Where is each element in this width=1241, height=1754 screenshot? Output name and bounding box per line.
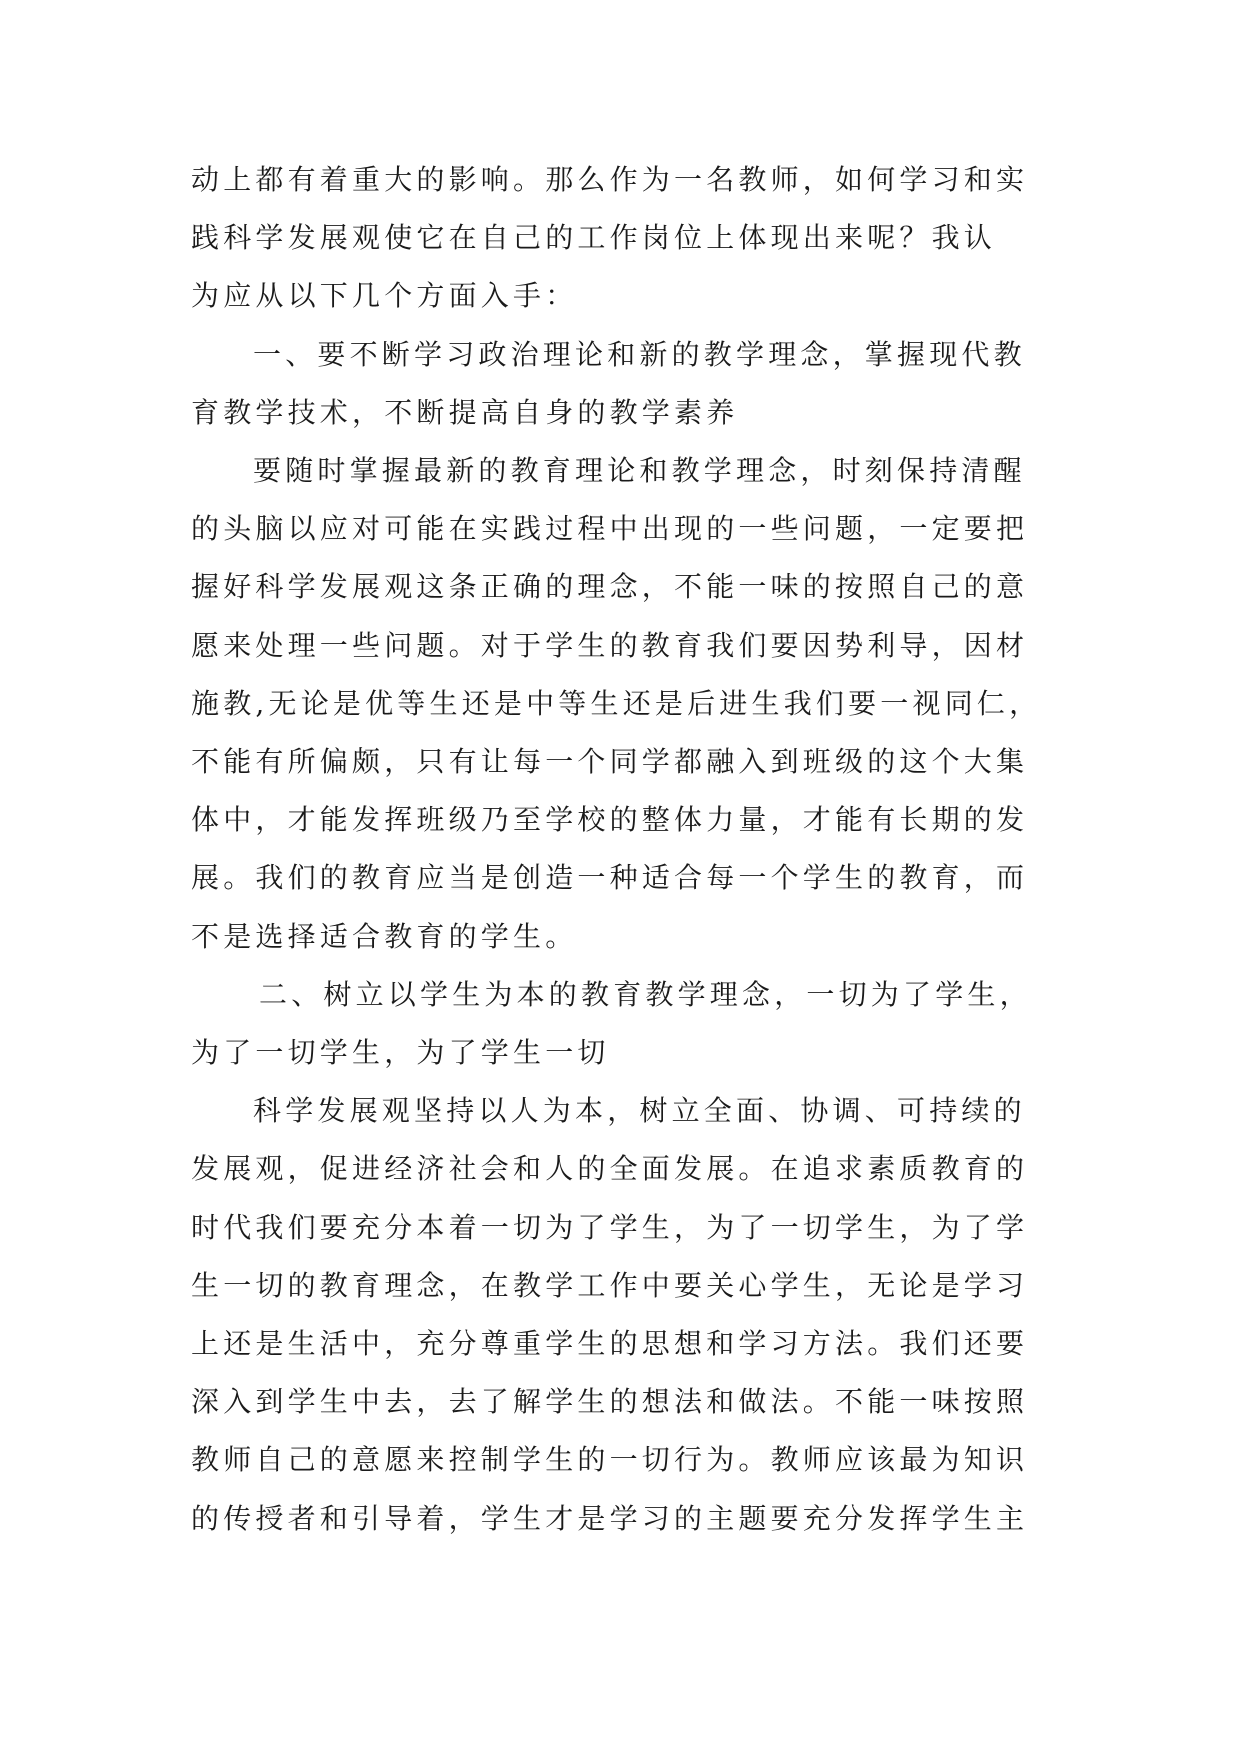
text-line: 教师自己的意愿来控制学生的一切行为。教师应该最为知识 (191, 1443, 1029, 1477)
text-line: 展。我们的教育应当是创造一种适合每一个学生的教育，而 (191, 861, 1029, 895)
text-line: 愿来处理一些问题。对于学生的教育我们要因势利导，因材 (191, 628, 1029, 662)
text-line: 体中，才能发挥班级乃至学校的整体力量，才能有长期的发 (191, 803, 1029, 837)
document-body (191, 151, 1055, 1548)
text-line: 握好科学发展观这条正确的理念，不能一味的按照自己的意 (191, 570, 1029, 604)
text-line: 科学发展观坚持以人为本，树立全面、协调、可持续的 (253, 1094, 1026, 1128)
text-line: 育教学技术，不断提高自身的教学素养 (191, 395, 739, 429)
text-line: 为了一切学生，为了学生一切 (191, 1036, 610, 1070)
text-line: 为应从以下几个方面入手： (191, 279, 578, 313)
text-line: 的传授者和引导着，学生才是学习的主题要充分发挥学生主 (191, 1501, 1029, 1535)
text-line: 一、要不断学习政治理论和新的教学理念，掌握现代教 (253, 337, 1026, 371)
text-line: 要随时掌握最新的教育理论和教学理念，时刻保持清醒 (253, 454, 1026, 488)
text-line: 上还是生活中，充分尊重学生的思想和学习方法。我们还要 (191, 1327, 1029, 1361)
section-heading-1 (191, 326, 1055, 442)
text-line: 时代我们要充分本着一切为了学生，为了一切学生，为了学 (191, 1210, 1029, 1244)
text-line: 不是选择适合教育的学生。 (191, 919, 578, 953)
text-line: 深入到学生中去，去了解学生的想法和做法。不能一味按照 (191, 1385, 1029, 1419)
text-line: 践科学发展观使它在自己的工作岗位上体现出来呢？我认 (191, 221, 997, 255)
text-line: 不能有所偏颇，只有让每一个同学都融入到班级的这个大集 (191, 745, 1029, 779)
text-line: 动上都有着重大的影响。那么作为一名教师，如何学习和实 (191, 163, 1029, 196)
text-line: 生一切的教育理念，在教学工作中要关心学生，无论是学习 (191, 1268, 1029, 1302)
text-line: 发展观，促进经济社会和人的全面发展。在追求素质教育的 (191, 1152, 1029, 1186)
text-line: 施教,无论是优等生还是中等生还是后进生我们要一视同仁， (191, 686, 1042, 720)
paragraph-section-1-body (191, 442, 1055, 966)
text-line: 的头脑以应对可能在实践过程中出现的一些问题，一定要把 (191, 512, 1029, 546)
paragraph-section-2-body (191, 1082, 1055, 1548)
text-line: 二、树立以学生为本的教育教学理念，一切为了学生， (259, 977, 1032, 1011)
paragraph-intro-continuation (191, 151, 1055, 326)
section-heading-2 (191, 966, 1055, 1082)
